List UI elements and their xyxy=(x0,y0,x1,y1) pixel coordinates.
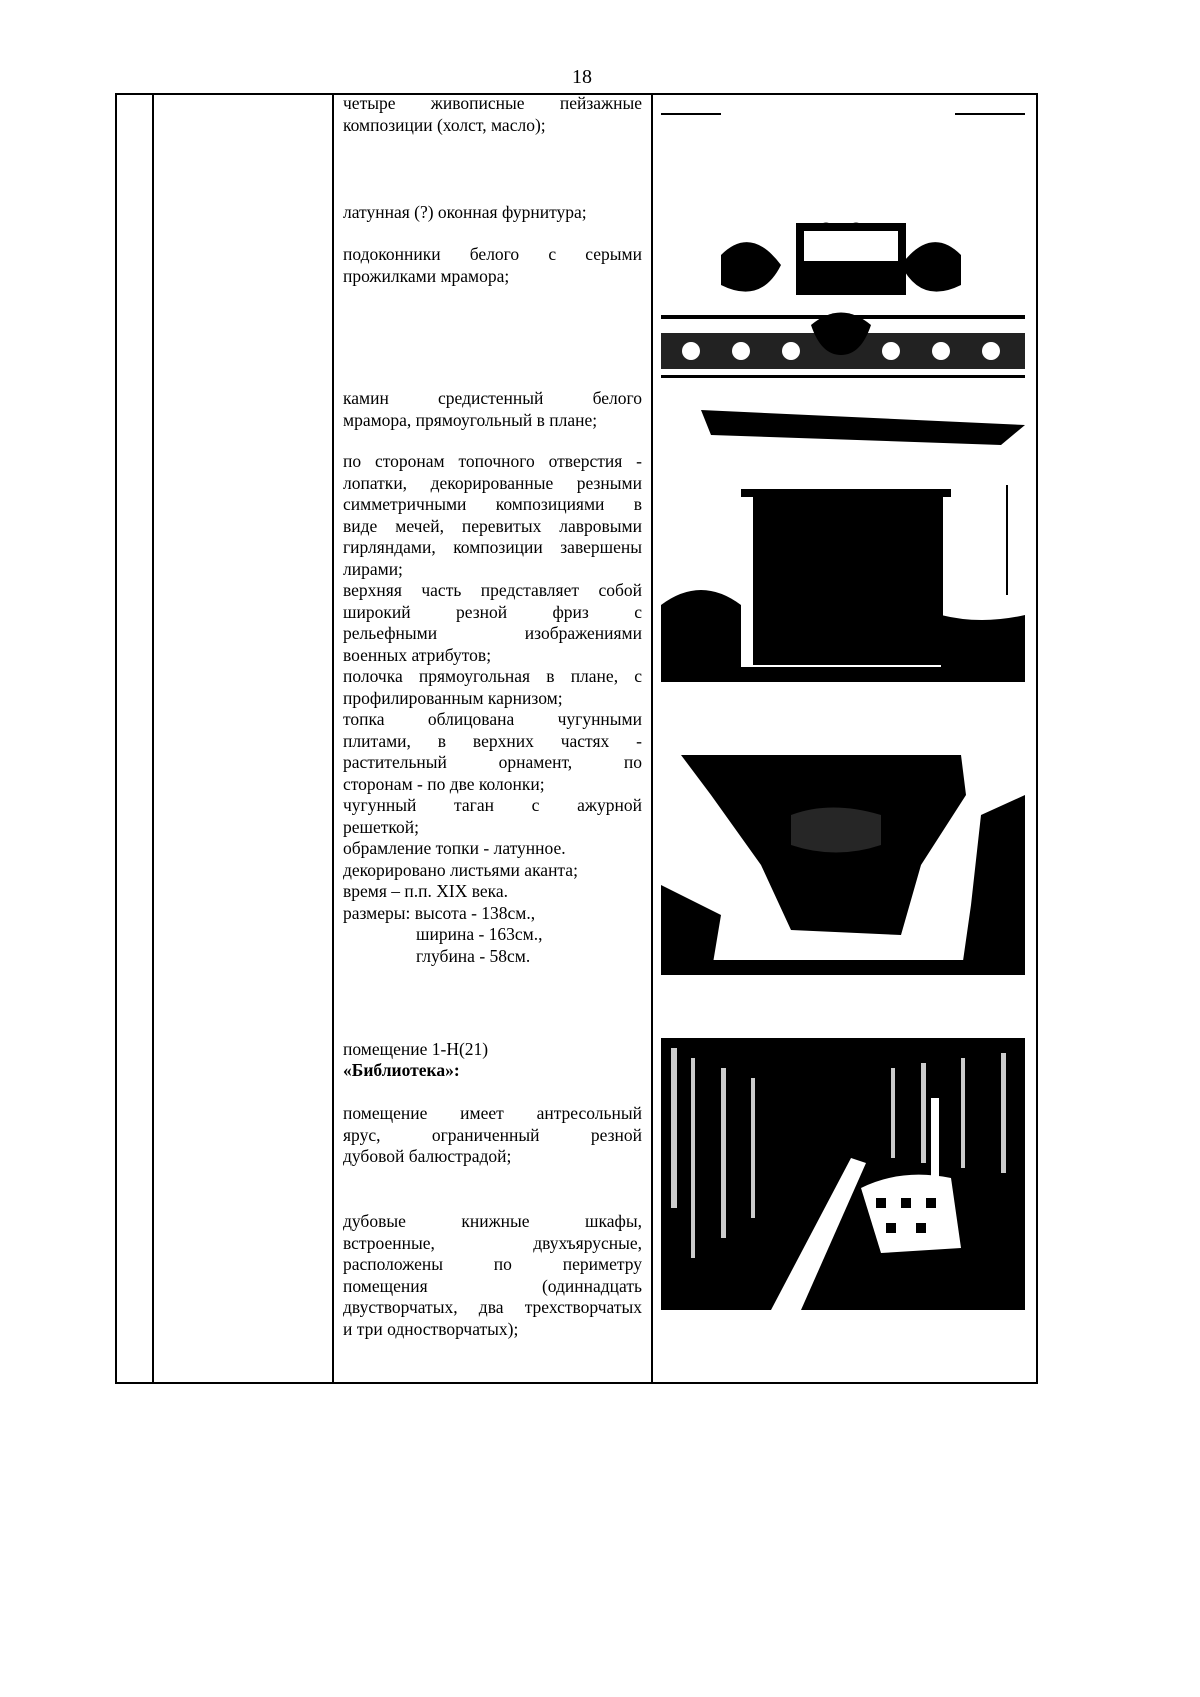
column-border xyxy=(1036,93,1038,1384)
text-line: помещения (одиннадцать xyxy=(343,1275,642,1296)
table-bottom-border xyxy=(115,1382,1038,1384)
page-number: 18 xyxy=(572,66,592,88)
text-line: полочка прямоугольная в плане, с xyxy=(343,666,642,686)
text-line: гирляндами, композиции завершены xyxy=(343,537,642,557)
column-border xyxy=(115,93,117,1384)
text-line: композиции (холст, масло); xyxy=(343,114,546,135)
text-line: латунная (?) оконная фурнитура; xyxy=(343,202,587,222)
text-line: плитами, в верхних частях - xyxy=(343,730,642,751)
text-line: глубина - 58см. xyxy=(416,945,531,966)
text-line: симметричными композициями в xyxy=(343,494,642,514)
text-paragraph xyxy=(343,903,642,925)
text-line: четыре живописные пейзажные xyxy=(343,93,642,113)
text-line: широкий резной фриз с xyxy=(343,601,642,622)
column-border xyxy=(332,93,334,1384)
text-line: сторонам - по две колонки; xyxy=(343,773,545,794)
text-group xyxy=(343,451,642,967)
text-line: ширина - 163см., xyxy=(416,924,543,944)
text-paragraph xyxy=(343,93,642,136)
text-line: рельефными изображениями xyxy=(343,623,642,643)
text-paragraph xyxy=(343,860,642,882)
text-line: помещение 1-Н(21) xyxy=(343,1039,489,1059)
photo-fireplace xyxy=(661,405,1025,682)
room-title xyxy=(343,1060,642,1082)
text-group xyxy=(343,202,642,224)
text-line: растительный орнамент, по xyxy=(343,752,642,772)
text-paragraph xyxy=(343,1211,642,1340)
text-paragraph xyxy=(343,244,642,287)
text-line: виде мечей, перевитых лавровыми xyxy=(343,515,642,536)
text-line: и три одностворчатых); xyxy=(343,1318,519,1339)
text-line: расположены по периметру xyxy=(343,1254,642,1274)
text-paragraph xyxy=(343,838,642,860)
text-paragraph xyxy=(343,388,642,431)
text-line: лирами; xyxy=(343,558,403,579)
text-line: по сторонам топочного отверстия - xyxy=(343,451,642,471)
text-group xyxy=(343,1103,642,1168)
text-paragraph xyxy=(343,924,642,946)
text-paragraph xyxy=(343,946,642,968)
text-line: профилированным карнизом; xyxy=(343,687,563,708)
column-border xyxy=(651,93,653,1384)
text-line: лопатки, декорированные резными xyxy=(343,472,642,493)
text-line: дубовые книжные шкафы, xyxy=(343,1211,642,1231)
text-line: помещение имеет антресольный xyxy=(343,1103,642,1123)
text-line: верхняя часть представляет собой xyxy=(343,580,642,600)
text-line: «Библиотека»: xyxy=(343,1060,460,1080)
text-line: военных атрибутов; xyxy=(343,644,492,665)
text-line: мрамора, прямоугольный в плане; xyxy=(343,409,598,430)
text-line: обрамление топки - латунное. xyxy=(343,838,566,858)
text-line: время – п.п. XIX века. xyxy=(343,881,509,901)
text-line: декорировано листьями аканта; xyxy=(343,859,578,880)
text-line: подоконники белого с серыми xyxy=(343,244,642,264)
photo-fragment-top xyxy=(661,108,1025,118)
text-paragraph xyxy=(343,795,642,838)
text-paragraph xyxy=(343,202,642,224)
text-group xyxy=(343,1039,642,1061)
photo-library xyxy=(661,1038,1025,1310)
photo-fireplace-firebox xyxy=(661,755,1025,975)
text-line: камин средистенный белого xyxy=(343,388,642,408)
text-line: двустворчатых, два трехстворчатых xyxy=(343,1297,642,1317)
text-line: размеры: высота - 138см., xyxy=(343,902,536,923)
text-group xyxy=(343,93,642,136)
text-line: топка облицована чугунными xyxy=(343,709,642,729)
text-paragraph xyxy=(343,1039,642,1061)
text-group xyxy=(343,1060,642,1082)
text-line: дубовой балюстрадой; xyxy=(343,1146,512,1166)
text-line: чугунный таган с ажурной xyxy=(343,795,642,815)
text-line: ярус, ограниченный резной xyxy=(343,1124,642,1145)
text-paragraph xyxy=(343,666,642,709)
photo-window-ornament xyxy=(661,215,1025,383)
text-line: прожилками мрамора; xyxy=(343,265,510,286)
text-paragraph xyxy=(343,881,642,903)
text-paragraph xyxy=(343,709,642,795)
text-paragraph xyxy=(343,1103,642,1168)
text-paragraph xyxy=(343,580,642,666)
text-group xyxy=(343,388,642,431)
text-group xyxy=(343,1211,642,1340)
text-group xyxy=(343,244,642,287)
text-paragraph xyxy=(343,451,642,580)
text-line: решеткой; xyxy=(343,816,419,837)
column-border xyxy=(152,93,154,1384)
text-line: встроенные, двухъярусные, xyxy=(343,1232,642,1253)
